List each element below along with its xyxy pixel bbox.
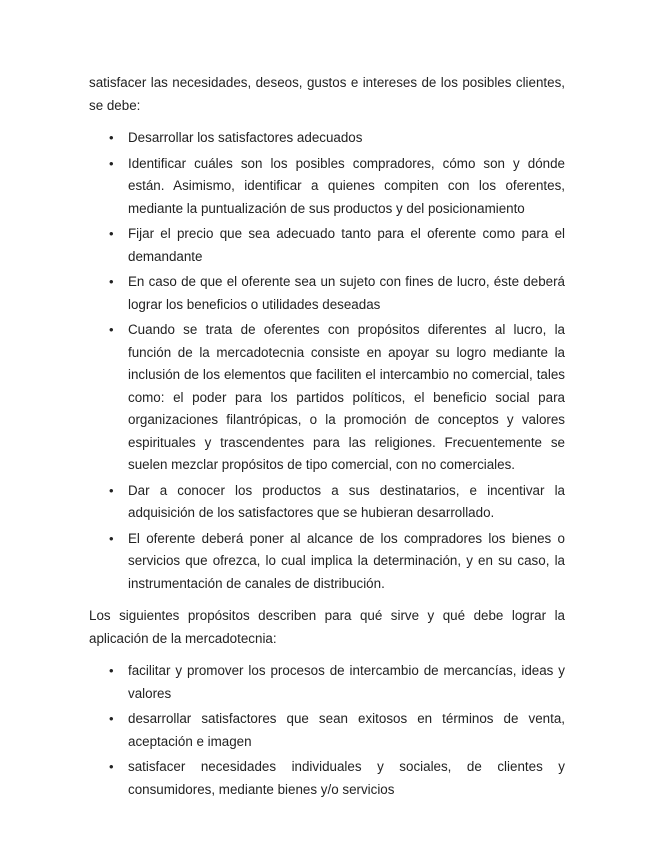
list-item (89, 127, 565, 150)
bullet-icon: • (109, 274, 114, 289)
list-item (89, 708, 565, 753)
bullet-icon: • (109, 155, 114, 171)
list-item (89, 756, 565, 801)
list-item-text: Cuando se trata de oferentes con propósitos diferentes al lucro, la función de la mercadotecnia consiste en apoyar su logro mediante la inclusión de los elementos que faciliten el intercambio no comercial, tales como: el poder para los partidos políticos, el beneficio social para organizaciones filantrópicas, o la promoción de conceptos y valores espirituales y trascendentes para las religiones. Frecuentemente se suelen mezclar propósitos de tipo comercial, con no comerciales. (128, 322, 565, 472)
bullet-icon: • (109, 759, 114, 774)
bullet-icon: • (109, 226, 114, 241)
list-item-text: desarrollar satisfactores que sean exitosos en términos de venta, aceptación e imagen (128, 711, 565, 749)
list-item (89, 223, 565, 268)
bullet-icon: • (109, 663, 114, 678)
list-item (89, 319, 565, 477)
first-bullet-list (89, 127, 565, 595)
intro-paragraph: satisfacer las necesidades, deseos, gustos e intereses de los posibles clientes, se debe: (89, 75, 565, 113)
list-item-text: satisfacer necesidades individuales y sociales, de clientes y consumidores, mediante bienes y/o servicios (128, 759, 565, 797)
list-item-text: Fijar el precio que sea adecuado tanto para el oferente como para el demandante (128, 226, 565, 264)
bullet-icon: • (109, 711, 114, 726)
list-item-text: Identificar cuáles son los posibles compradores, cómo son y dónde están. Asimismo, identificar a quienes compiten con los oferentes, mediante la puntualización de sus productos y del posicionamiento (128, 155, 565, 216)
list-item (89, 153, 565, 221)
list-item (89, 480, 565, 525)
list-item-text: facilitar y promover los procesos de intercambio de mercancías, ideas y valores (128, 663, 565, 701)
bullet-icon: • (109, 130, 114, 145)
bullet-icon: • (109, 322, 114, 337)
list-item (89, 660, 565, 705)
list-item-text: Dar a conocer los productos a sus destinatarios, e incentivar la adquisición de los satisfactores que se hubieran desarrollado. (128, 482, 565, 520)
document-page (89, 72, 565, 811)
second-bullet-list (89, 660, 565, 801)
list-item-text: El oferente deberá poner al alcance de los compradores los bienes o servicios que ofrezca, lo cual implica la determinación, y en su caso, la instrumentación de canales de distribución. (128, 530, 565, 591)
list-item (89, 271, 565, 316)
bullet-icon: • (109, 482, 114, 498)
list-item-text: Desarrollar los satisfactores adecuados (128, 130, 363, 145)
list-item-text: En caso de que el oferente sea un sujeto con fines de lucro, éste deberá lograr los beneficios o utilidades deseadas (128, 274, 565, 312)
second-paragraph: Los siguientes propósitos describen para qué sirve y qué debe lograr la aplicación de la mercadotecnia: (89, 608, 565, 646)
list-item (89, 528, 565, 596)
bullet-icon: • (109, 530, 114, 546)
